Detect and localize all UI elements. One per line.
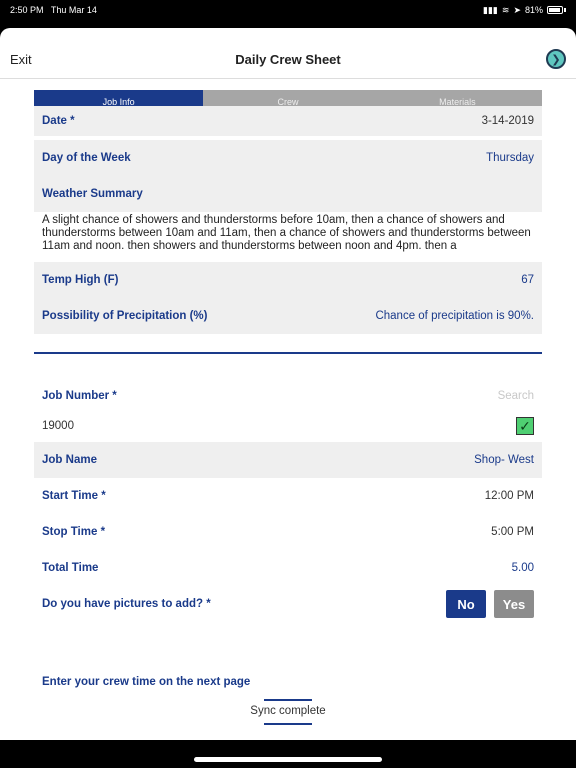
precip-value: Chance of precipitation is 90%. <box>375 310 534 322</box>
pictures-buttons <box>446 590 534 618</box>
day-row <box>34 140 542 176</box>
total-time-label: Total Time <box>42 562 99 574</box>
day-value: Thursday <box>486 152 534 164</box>
total-time-row <box>34 550 542 586</box>
precip-row <box>34 298 542 334</box>
battery-percent: 81% <box>524 5 543 15</box>
job-number-label: Job Number * <box>42 390 117 402</box>
sync-line-bottom <box>264 723 312 725</box>
sync-status: Sync complete <box>250 705 326 717</box>
section-divider <box>34 352 542 354</box>
battery-icon <box>547 6 563 14</box>
start-time-label: Start Time * <box>42 490 106 502</box>
job-number-value: 19000 <box>42 420 74 432</box>
temp-row <box>34 262 542 298</box>
start-time-value[interactable]: 12:00 PM <box>484 490 534 502</box>
status-left <box>10 5 97 15</box>
pictures-label: Do you have pictures to add? * <box>42 598 211 610</box>
tab-materials[interactable]: Materials <box>373 90 542 113</box>
home-indicator[interactable] <box>194 757 382 762</box>
status-date: Thu Mar 14 <box>50 5 97 15</box>
status-time: 2:50 PM <box>10 5 44 15</box>
signal-icon: ▮▮▮ <box>483 4 498 15</box>
weather-summary-text: A slight chance of showers and thunderstorms before 10am, then a chance of showers and thunderstorms between 10am and 11am, then a chance of showers and thunderstorms between 11am and noon. then showers and thunderstorms between noon and 4pm. then a <box>42 214 531 252</box>
stop-time-label: Stop Time * <box>42 526 106 538</box>
date-row[interactable] <box>34 106 542 136</box>
weather-summary-row <box>34 176 542 212</box>
day-label: Day of the Week <box>42 152 131 164</box>
pictures-row <box>34 586 542 622</box>
crew-time-note: Enter your crew time on the next page <box>42 676 251 688</box>
start-time-row[interactable] <box>34 478 542 514</box>
page-title: Daily Crew Sheet <box>235 52 341 67</box>
stop-time-value[interactable]: 5:00 PM <box>491 526 534 538</box>
job-name-row <box>34 442 542 478</box>
sync-line-top <box>264 699 312 701</box>
date-value: 3-14-2019 <box>481 115 534 127</box>
status-bar <box>0 0 576 20</box>
weather-summary-label: Weather Summary <box>42 188 143 200</box>
date-label: Date * <box>42 115 75 127</box>
precip-label: Possibility of Precipitation (%) <box>42 310 208 322</box>
job-number-value-row <box>34 408 542 444</box>
temp-value: 67 <box>521 274 534 286</box>
job-number-search[interactable]: Search <box>497 390 534 402</box>
temp-label: Temp High (F) <box>42 274 119 286</box>
status-right <box>483 5 566 16</box>
yes-button[interactable]: Yes <box>494 590 534 618</box>
crew-sheet-modal <box>0 28 576 740</box>
job-number-checkbox[interactable]: ✓ <box>516 417 534 435</box>
stop-time-row[interactable] <box>34 514 542 550</box>
location-icon: ➤ <box>513 4 521 15</box>
exit-button[interactable]: Exit <box>10 52 32 67</box>
tab-job-info[interactable]: Job Info <box>34 90 203 113</box>
job-name-value: Shop- West <box>474 454 534 466</box>
next-arrow-icon[interactable]: ❯ <box>546 49 566 69</box>
wifi-icon: ≋ <box>501 4 510 15</box>
nav-bar <box>0 28 576 79</box>
job-name-label: Job Name <box>42 454 97 466</box>
total-time-value: 5.00 <box>511 562 534 574</box>
battery-tip <box>564 8 566 12</box>
tab-crew[interactable]: Crew <box>203 90 372 113</box>
no-button[interactable]: No <box>446 590 486 618</box>
